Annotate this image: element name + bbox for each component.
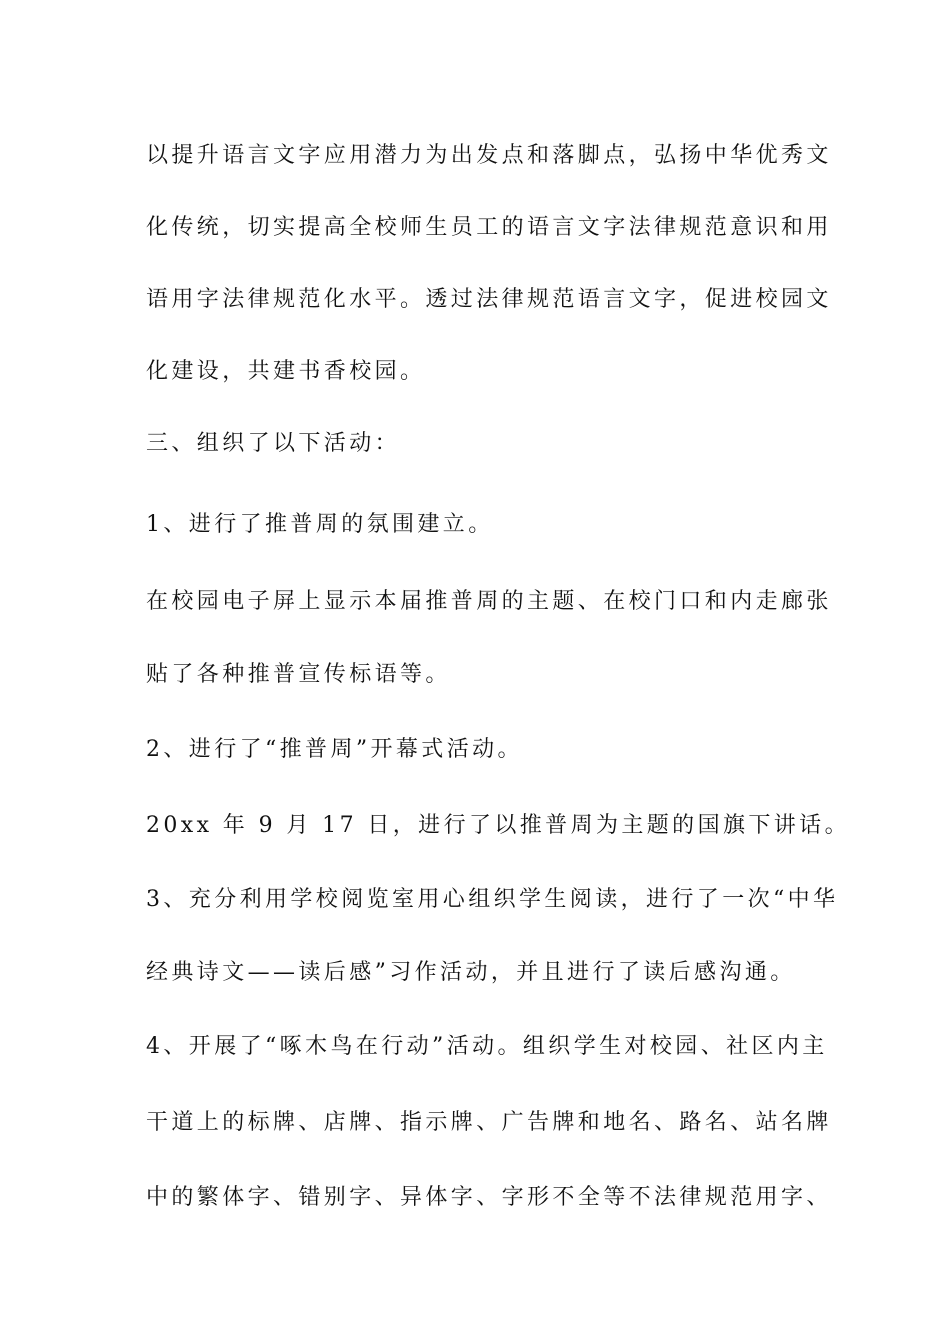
text-line: 20xx 年 9 月 17 日，进行了以推普周为主题的国旗下讲话。 [146, 813, 850, 838]
item-heading: 4、开展了“啄木鸟在行动”活动。组织学生对校园、社区内主 [146, 1034, 828, 1059]
item-heading: 3、充分利用学校阅览室用心组织学生阅读，进行了一次“中华 [146, 887, 839, 912]
text-line: 化传统，切实提高全校师生员工的语言文字法律规范意识和用 [146, 215, 832, 240]
text-line: 化建设，共建书香校园。 [146, 359, 426, 384]
text-line: 干道上的标牌、店牌、指示牌、广告牌和地名、路名、站名牌 [146, 1110, 832, 1135]
text-line: 中的繁体字、错别字、异体字、字形不全等不法律规范用字、 [146, 1185, 832, 1210]
text-line: 贴了各种推普宣传标语等。 [146, 662, 451, 687]
item-heading: 1、进行了推普周的氛围建立。 [146, 512, 494, 537]
section-heading: 三、组织了以下活动： [146, 431, 401, 456]
text-line: 语用字法律规范化水平。透过法律规范语言文字，促进校园文 [146, 287, 832, 312]
text-line: 在校园电子屏上显示本届推普周的主题、在校门口和内走廊张 [146, 589, 832, 614]
text-line: 以提升语言文字应用潜力为出发点和落脚点，弘扬中华优秀文 [146, 143, 832, 168]
item-heading: 2、进行了“推普周”开幕式活动。 [146, 737, 523, 762]
text-line: 经典诗文——读后感”习作活动，并且进行了读后感沟通。 [146, 960, 796, 985]
